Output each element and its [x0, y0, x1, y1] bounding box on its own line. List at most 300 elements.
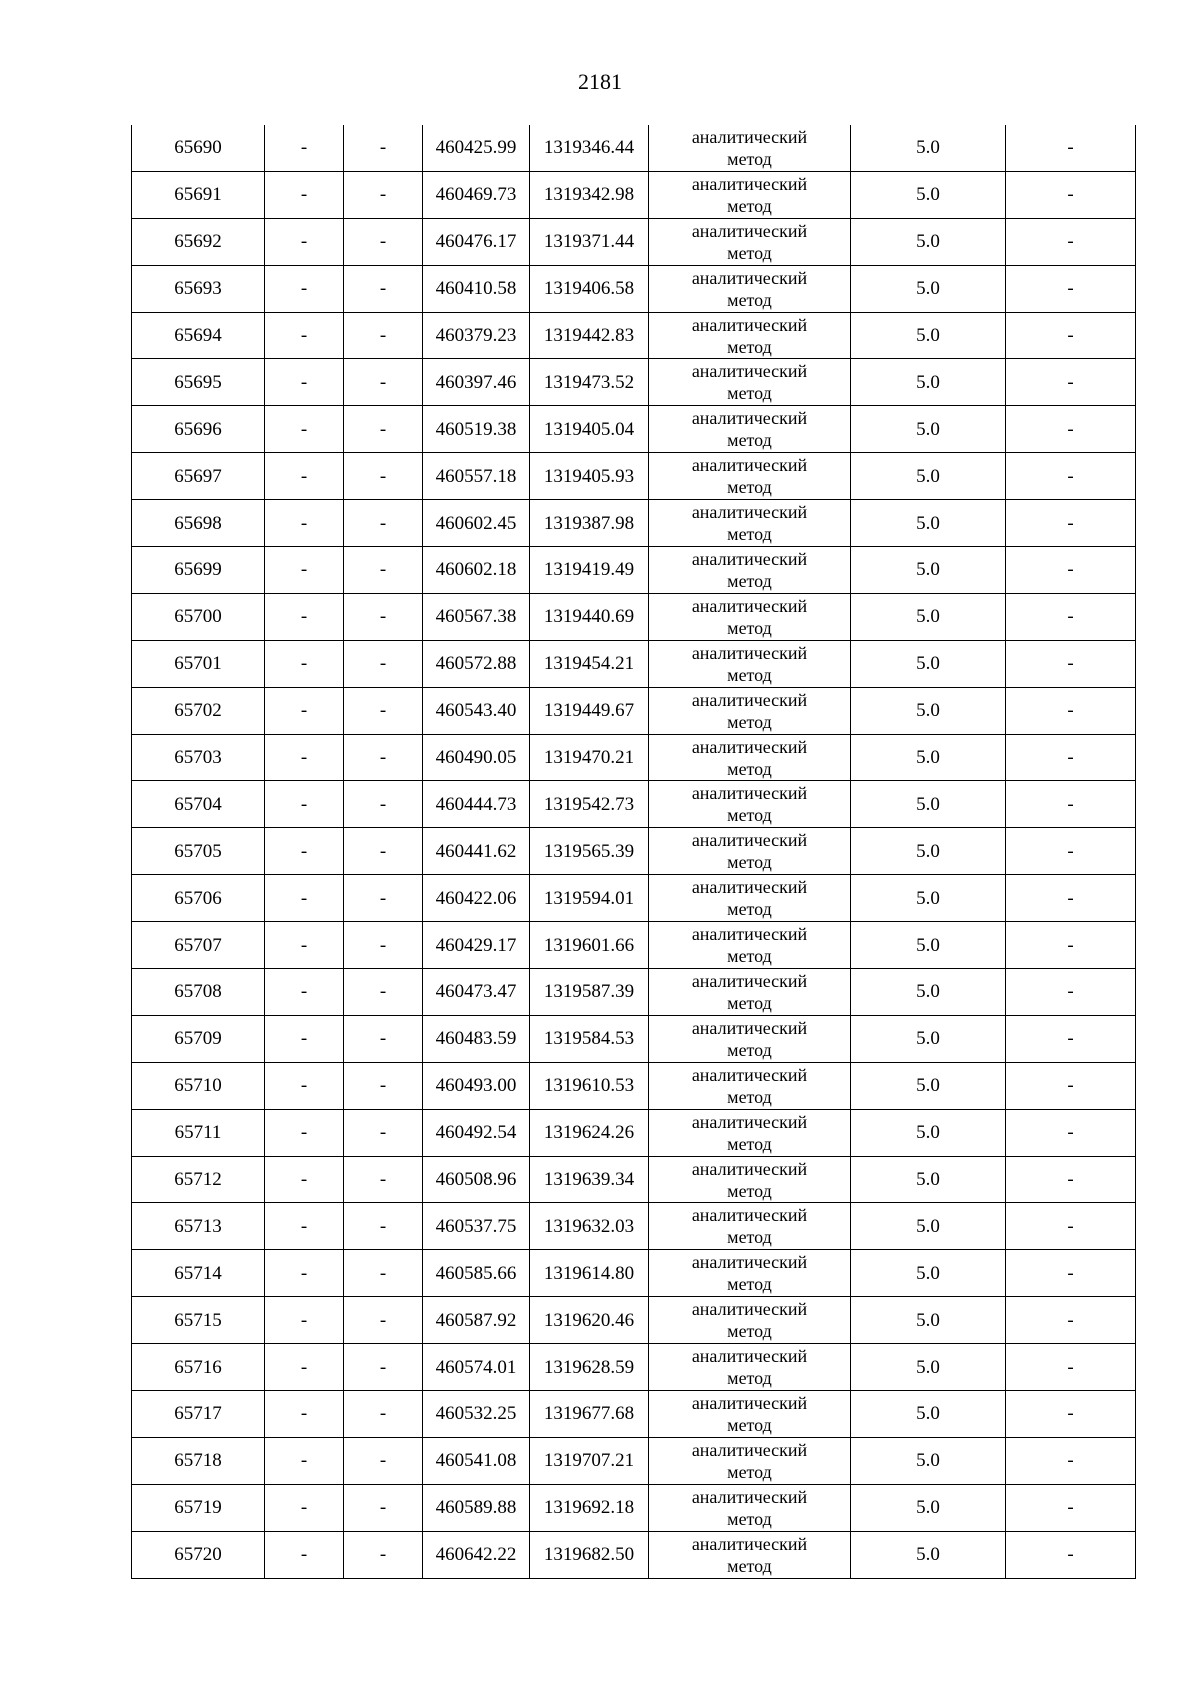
table-row [132, 547, 1136, 594]
method-line-1: аналитический [691, 408, 808, 429]
point-id-cell: 65703 [132, 734, 265, 781]
point-id-cell: 65707 [132, 922, 265, 969]
y-coordinate-cell: 1319440.69 [530, 593, 649, 640]
dash-cell: - [344, 1062, 423, 1109]
dash-cell: - [344, 359, 423, 406]
method-line-2: метод [727, 195, 772, 216]
accuracy-cell: 5.0 [851, 687, 1006, 734]
x-coordinate-cell: 460441.62 [423, 828, 530, 875]
accuracy-cell: 5.0 [851, 406, 1006, 453]
x-coordinate-cell: 460537.75 [423, 1203, 530, 1250]
dash-cell: - [265, 1109, 344, 1156]
dash-cell: - [265, 500, 344, 547]
table-row [132, 1250, 1136, 1297]
method-line-2: метод [727, 1133, 772, 1154]
method-line-1: аналитический [691, 1392, 808, 1413]
method-line-2: метод [727, 664, 772, 685]
dash-cell: - [265, 171, 344, 218]
dash-cell: - [1006, 547, 1136, 594]
method-line-1: аналитический [691, 1111, 808, 1132]
method-line-2: метод [727, 477, 772, 498]
point-id-cell: 65717 [132, 1391, 265, 1438]
dash-cell: - [344, 781, 423, 828]
method-cell [649, 1062, 851, 1109]
x-coordinate-cell: 460574.01 [423, 1344, 530, 1391]
dash-cell: - [344, 500, 423, 547]
y-coordinate-cell: 1319449.67 [530, 687, 649, 734]
point-id-cell: 65709 [132, 1015, 265, 1062]
method-cell [649, 171, 851, 218]
x-coordinate-cell: 460429.17 [423, 922, 530, 969]
accuracy-cell: 5.0 [851, 593, 1006, 640]
method-cell [649, 1531, 851, 1578]
x-coordinate-cell: 460543.40 [423, 687, 530, 734]
y-coordinate-cell: 1319624.26 [530, 1109, 649, 1156]
method-cell [649, 922, 851, 969]
accuracy-cell: 5.0 [851, 218, 1006, 265]
dash-cell: - [344, 922, 423, 969]
method-line-2: метод [727, 242, 772, 263]
method-line-1: аналитический [691, 314, 808, 335]
method-line-2: метод [727, 430, 772, 451]
dash-cell: - [265, 640, 344, 687]
dash-cell: - [1006, 1297, 1136, 1344]
dash-cell: - [1006, 125, 1136, 171]
method-cell [649, 453, 851, 500]
dash-cell: - [344, 1015, 423, 1062]
accuracy-cell: 5.0 [851, 734, 1006, 781]
method-line-1: аналитический [691, 689, 808, 710]
method-cell [649, 125, 851, 171]
dash-cell: - [265, 1156, 344, 1203]
point-id-cell: 65698 [132, 500, 265, 547]
x-coordinate-cell: 460444.73 [423, 781, 530, 828]
accuracy-cell: 5.0 [851, 1437, 1006, 1484]
accuracy-cell: 5.0 [851, 969, 1006, 1016]
method-line-2: метод [727, 1180, 772, 1201]
point-id-cell: 65696 [132, 406, 265, 453]
dash-cell: - [1006, 1344, 1136, 1391]
method-cell [649, 1156, 851, 1203]
point-id-cell: 65697 [132, 453, 265, 500]
point-id-cell: 65700 [132, 593, 265, 640]
table-row [132, 922, 1136, 969]
y-coordinate-cell: 1319587.39 [530, 969, 649, 1016]
table-row [132, 781, 1136, 828]
y-coordinate-cell: 1319614.80 [530, 1250, 649, 1297]
accuracy-cell: 5.0 [851, 359, 1006, 406]
dash-cell: - [265, 1391, 344, 1438]
dash-cell: - [1006, 922, 1136, 969]
point-id-cell: 65691 [132, 171, 265, 218]
y-coordinate-cell: 1319610.53 [530, 1062, 649, 1109]
dash-cell: - [1006, 171, 1136, 218]
point-id-cell: 65720 [132, 1531, 265, 1578]
dash-cell: - [265, 1531, 344, 1578]
dash-cell: - [1006, 828, 1136, 875]
dash-cell: - [1006, 406, 1136, 453]
dash-cell: - [265, 1015, 344, 1062]
point-id-cell: 65712 [132, 1156, 265, 1203]
table-row [132, 500, 1136, 547]
y-coordinate-cell: 1319442.83 [530, 312, 649, 359]
method-cell [649, 218, 851, 265]
dash-cell: - [265, 1484, 344, 1531]
x-coordinate-cell: 460602.45 [423, 500, 530, 547]
method-line-1: аналитический [691, 1252, 808, 1273]
accuracy-cell: 5.0 [851, 1531, 1006, 1578]
dash-cell: - [265, 875, 344, 922]
dash-cell: - [344, 1156, 423, 1203]
dash-cell: - [265, 125, 344, 171]
dash-cell: - [265, 218, 344, 265]
dash-cell: - [344, 1437, 423, 1484]
method-cell [649, 265, 851, 312]
point-id-cell: 65718 [132, 1437, 265, 1484]
y-coordinate-cell: 1319470.21 [530, 734, 649, 781]
accuracy-cell: 5.0 [851, 922, 1006, 969]
method-cell [649, 312, 851, 359]
x-coordinate-cell: 460493.00 [423, 1062, 530, 1109]
method-cell [649, 1109, 851, 1156]
dash-cell: - [1006, 1531, 1136, 1578]
accuracy-cell: 5.0 [851, 1344, 1006, 1391]
point-id-cell: 65695 [132, 359, 265, 406]
point-id-cell: 65714 [132, 1250, 265, 1297]
method-cell [649, 406, 851, 453]
dash-cell: - [1006, 1250, 1136, 1297]
y-coordinate-cell: 1319632.03 [530, 1203, 649, 1250]
y-coordinate-cell: 1319454.21 [530, 640, 649, 687]
method-cell [649, 1015, 851, 1062]
table-row [132, 969, 1136, 1016]
y-coordinate-cell: 1319542.73 [530, 781, 649, 828]
dash-cell: - [344, 453, 423, 500]
accuracy-cell: 5.0 [851, 500, 1006, 547]
x-coordinate-cell: 460469.73 [423, 171, 530, 218]
dash-cell: - [1006, 1062, 1136, 1109]
accuracy-cell: 5.0 [851, 1391, 1006, 1438]
accuracy-cell: 5.0 [851, 453, 1006, 500]
dash-cell: - [344, 734, 423, 781]
table-row [132, 687, 1136, 734]
dash-cell: - [344, 1297, 423, 1344]
method-line-1: аналитический [691, 1205, 808, 1226]
point-id-cell: 65706 [132, 875, 265, 922]
dash-cell: - [265, 1297, 344, 1344]
dash-cell: - [1006, 875, 1136, 922]
point-id-cell: 65694 [132, 312, 265, 359]
dash-cell: - [265, 969, 344, 1016]
x-coordinate-cell: 460425.99 [423, 125, 530, 171]
y-coordinate-cell: 1319682.50 [530, 1531, 649, 1578]
method-line-2: метод [727, 1508, 772, 1529]
method-line-1: аналитический [691, 1064, 808, 1085]
dash-cell: - [344, 1531, 423, 1578]
dash-cell: - [265, 1062, 344, 1109]
method-line-2: метод [727, 1368, 772, 1389]
dash-cell: - [1006, 1484, 1136, 1531]
table-row [132, 640, 1136, 687]
x-coordinate-cell: 460410.58 [423, 265, 530, 312]
x-coordinate-cell: 460483.59 [423, 1015, 530, 1062]
method-line-2: метод [727, 758, 772, 779]
method-line-1: аналитический [691, 1299, 808, 1320]
dash-cell: - [344, 125, 423, 171]
dash-cell: - [1006, 1203, 1136, 1250]
point-id-cell: 65710 [132, 1062, 265, 1109]
method-line-1: аналитический [691, 220, 808, 241]
method-line-1: аналитический [691, 595, 808, 616]
method-line-1: аналитический [691, 830, 808, 851]
method-line-2: метод [727, 946, 772, 967]
x-coordinate-cell: 460473.47 [423, 969, 530, 1016]
point-id-cell: 65702 [132, 687, 265, 734]
dash-cell: - [344, 687, 423, 734]
method-cell [649, 875, 851, 922]
point-id-cell: 65719 [132, 1484, 265, 1531]
dash-cell: - [265, 1203, 344, 1250]
accuracy-cell: 5.0 [851, 640, 1006, 687]
method-line-1: аналитический [691, 455, 808, 476]
y-coordinate-cell: 1319406.58 [530, 265, 649, 312]
point-id-cell: 65716 [132, 1344, 265, 1391]
dash-cell: - [344, 1250, 423, 1297]
method-cell [649, 828, 851, 875]
accuracy-cell: 5.0 [851, 781, 1006, 828]
method-cell [649, 1250, 851, 1297]
method-cell [649, 640, 851, 687]
x-coordinate-cell: 460492.54 [423, 1109, 530, 1156]
method-line-1: аналитический [691, 1346, 808, 1367]
accuracy-cell: 5.0 [851, 1250, 1006, 1297]
x-coordinate-cell: 460508.96 [423, 1156, 530, 1203]
method-line-2: метод [727, 524, 772, 545]
table-row [132, 1156, 1136, 1203]
dash-cell: - [1006, 1109, 1136, 1156]
method-cell [649, 1344, 851, 1391]
method-line-1: аналитический [691, 361, 808, 382]
method-cell [649, 500, 851, 547]
accuracy-cell: 5.0 [851, 828, 1006, 875]
point-id-cell: 65690 [132, 125, 265, 171]
point-id-cell: 65693 [132, 265, 265, 312]
table-row [132, 593, 1136, 640]
accuracy-cell: 5.0 [851, 312, 1006, 359]
dash-cell: - [265, 922, 344, 969]
accuracy-cell: 5.0 [851, 125, 1006, 171]
dash-cell: - [265, 1344, 344, 1391]
method-line-1: аналитический [691, 548, 808, 569]
dash-cell: - [1006, 312, 1136, 359]
method-cell [649, 969, 851, 1016]
dash-cell: - [265, 359, 344, 406]
x-coordinate-cell: 460557.18 [423, 453, 530, 500]
accuracy-cell: 5.0 [851, 875, 1006, 922]
y-coordinate-cell: 1319387.98 [530, 500, 649, 547]
method-cell [649, 359, 851, 406]
dash-cell: - [1006, 218, 1136, 265]
point-id-cell: 65713 [132, 1203, 265, 1250]
method-line-1: аналитический [691, 267, 808, 288]
method-cell [649, 1203, 851, 1250]
method-line-1: аналитический [691, 970, 808, 991]
dash-cell: - [344, 1344, 423, 1391]
method-line-2: метод [727, 1461, 772, 1482]
dash-cell: - [265, 828, 344, 875]
coordinates-table [131, 125, 1136, 1579]
dash-cell: - [1006, 265, 1136, 312]
method-line-1: аналитический [691, 1533, 808, 1554]
method-line-1: аналитический [691, 126, 808, 147]
dash-cell: - [265, 593, 344, 640]
x-coordinate-cell: 460585.66 [423, 1250, 530, 1297]
y-coordinate-cell: 1319628.59 [530, 1344, 649, 1391]
dash-cell: - [265, 1437, 344, 1484]
table-row [132, 1015, 1136, 1062]
accuracy-cell: 5.0 [851, 547, 1006, 594]
dash-cell: - [1006, 734, 1136, 781]
table-row [132, 1531, 1136, 1578]
dash-cell: - [265, 734, 344, 781]
y-coordinate-cell: 1319639.34 [530, 1156, 649, 1203]
table-row [132, 1109, 1136, 1156]
method-line-1: аналитический [691, 924, 808, 945]
table-row [132, 828, 1136, 875]
table-row [132, 875, 1136, 922]
dash-cell: - [1006, 969, 1136, 1016]
y-coordinate-cell: 1319601.66 [530, 922, 649, 969]
x-coordinate-cell: 460567.38 [423, 593, 530, 640]
method-line-1: аналитический [691, 173, 808, 194]
point-id-cell: 65699 [132, 547, 265, 594]
dash-cell: - [1006, 1156, 1136, 1203]
accuracy-cell: 5.0 [851, 1156, 1006, 1203]
dash-cell: - [1006, 1437, 1136, 1484]
accuracy-cell: 5.0 [851, 1062, 1006, 1109]
dash-cell: - [344, 640, 423, 687]
x-coordinate-cell: 460379.23 [423, 312, 530, 359]
method-line-2: метод [727, 992, 772, 1013]
dash-cell: - [265, 406, 344, 453]
table-row [132, 453, 1136, 500]
x-coordinate-cell: 460642.22 [423, 1531, 530, 1578]
y-coordinate-cell: 1319419.49 [530, 547, 649, 594]
method-line-1: аналитический [691, 736, 808, 757]
y-coordinate-cell: 1319346.44 [530, 125, 649, 171]
method-line-2: метод [727, 383, 772, 404]
method-line-2: метод [727, 1414, 772, 1435]
method-line-1: аналитический [691, 1158, 808, 1179]
point-id-cell: 65701 [132, 640, 265, 687]
method-line-2: метод [727, 899, 772, 920]
table-row [132, 1437, 1136, 1484]
dash-cell: - [344, 1484, 423, 1531]
method-line-2: метод [727, 711, 772, 732]
dash-cell: - [344, 218, 423, 265]
dash-cell: - [1006, 453, 1136, 500]
method-line-2: метод [727, 1555, 772, 1576]
method-line-2: метод [727, 1086, 772, 1107]
method-line-2: метод [727, 1274, 772, 1295]
method-cell [649, 1297, 851, 1344]
y-coordinate-cell: 1319342.98 [530, 171, 649, 218]
method-cell [649, 734, 851, 781]
x-coordinate-cell: 460476.17 [423, 218, 530, 265]
dash-cell: - [344, 1109, 423, 1156]
y-coordinate-cell: 1319584.53 [530, 1015, 649, 1062]
y-coordinate-cell: 1319692.18 [530, 1484, 649, 1531]
accuracy-cell: 5.0 [851, 1203, 1006, 1250]
table-row [132, 734, 1136, 781]
method-cell [649, 1484, 851, 1531]
method-line-1: аналитический [691, 1017, 808, 1038]
method-cell [649, 1391, 851, 1438]
method-line-1: аналитический [691, 1486, 808, 1507]
accuracy-cell: 5.0 [851, 1484, 1006, 1531]
dash-cell: - [344, 265, 423, 312]
dash-cell: - [344, 312, 423, 359]
point-id-cell: 65715 [132, 1297, 265, 1344]
table-row [132, 406, 1136, 453]
method-cell [649, 781, 851, 828]
method-line-2: метод [727, 1227, 772, 1248]
point-id-cell: 65705 [132, 828, 265, 875]
dash-cell: - [1006, 1015, 1136, 1062]
method-line-1: аналитический [691, 642, 808, 663]
method-cell [649, 593, 851, 640]
method-line-2: метод [727, 289, 772, 310]
table-row [132, 265, 1136, 312]
dash-cell: - [265, 265, 344, 312]
dash-cell: - [1006, 687, 1136, 734]
method-line-2: метод [727, 805, 772, 826]
table-row [132, 359, 1136, 406]
dash-cell: - [265, 781, 344, 828]
dash-cell: - [344, 1203, 423, 1250]
method-line-1: аналитический [691, 877, 808, 898]
method-line-1: аналитический [691, 783, 808, 804]
point-id-cell: 65711 [132, 1109, 265, 1156]
dash-cell: - [344, 1391, 423, 1438]
accuracy-cell: 5.0 [851, 1297, 1006, 1344]
y-coordinate-cell: 1319707.21 [530, 1437, 649, 1484]
x-coordinate-cell: 460490.05 [423, 734, 530, 781]
method-line-2: метод [727, 852, 772, 873]
x-coordinate-cell: 460602.18 [423, 547, 530, 594]
dash-cell: - [265, 1250, 344, 1297]
dash-cell: - [344, 875, 423, 922]
dash-cell: - [265, 453, 344, 500]
table-row [132, 171, 1136, 218]
dash-cell: - [1006, 1391, 1136, 1438]
table-row [132, 125, 1136, 171]
dash-cell: - [344, 969, 423, 1016]
page-number: 2181 [578, 69, 622, 94]
accuracy-cell: 5.0 [851, 1109, 1006, 1156]
dash-cell: - [265, 312, 344, 359]
accuracy-cell: 5.0 [851, 171, 1006, 218]
y-coordinate-cell: 1319371.44 [530, 218, 649, 265]
dash-cell: - [1006, 500, 1136, 547]
accuracy-cell: 5.0 [851, 265, 1006, 312]
dash-cell: - [1006, 593, 1136, 640]
y-coordinate-cell: 1319565.39 [530, 828, 649, 875]
table-row [132, 1344, 1136, 1391]
x-coordinate-cell: 460532.25 [423, 1391, 530, 1438]
dash-cell: - [344, 171, 423, 218]
method-line-2: метод [727, 336, 772, 357]
